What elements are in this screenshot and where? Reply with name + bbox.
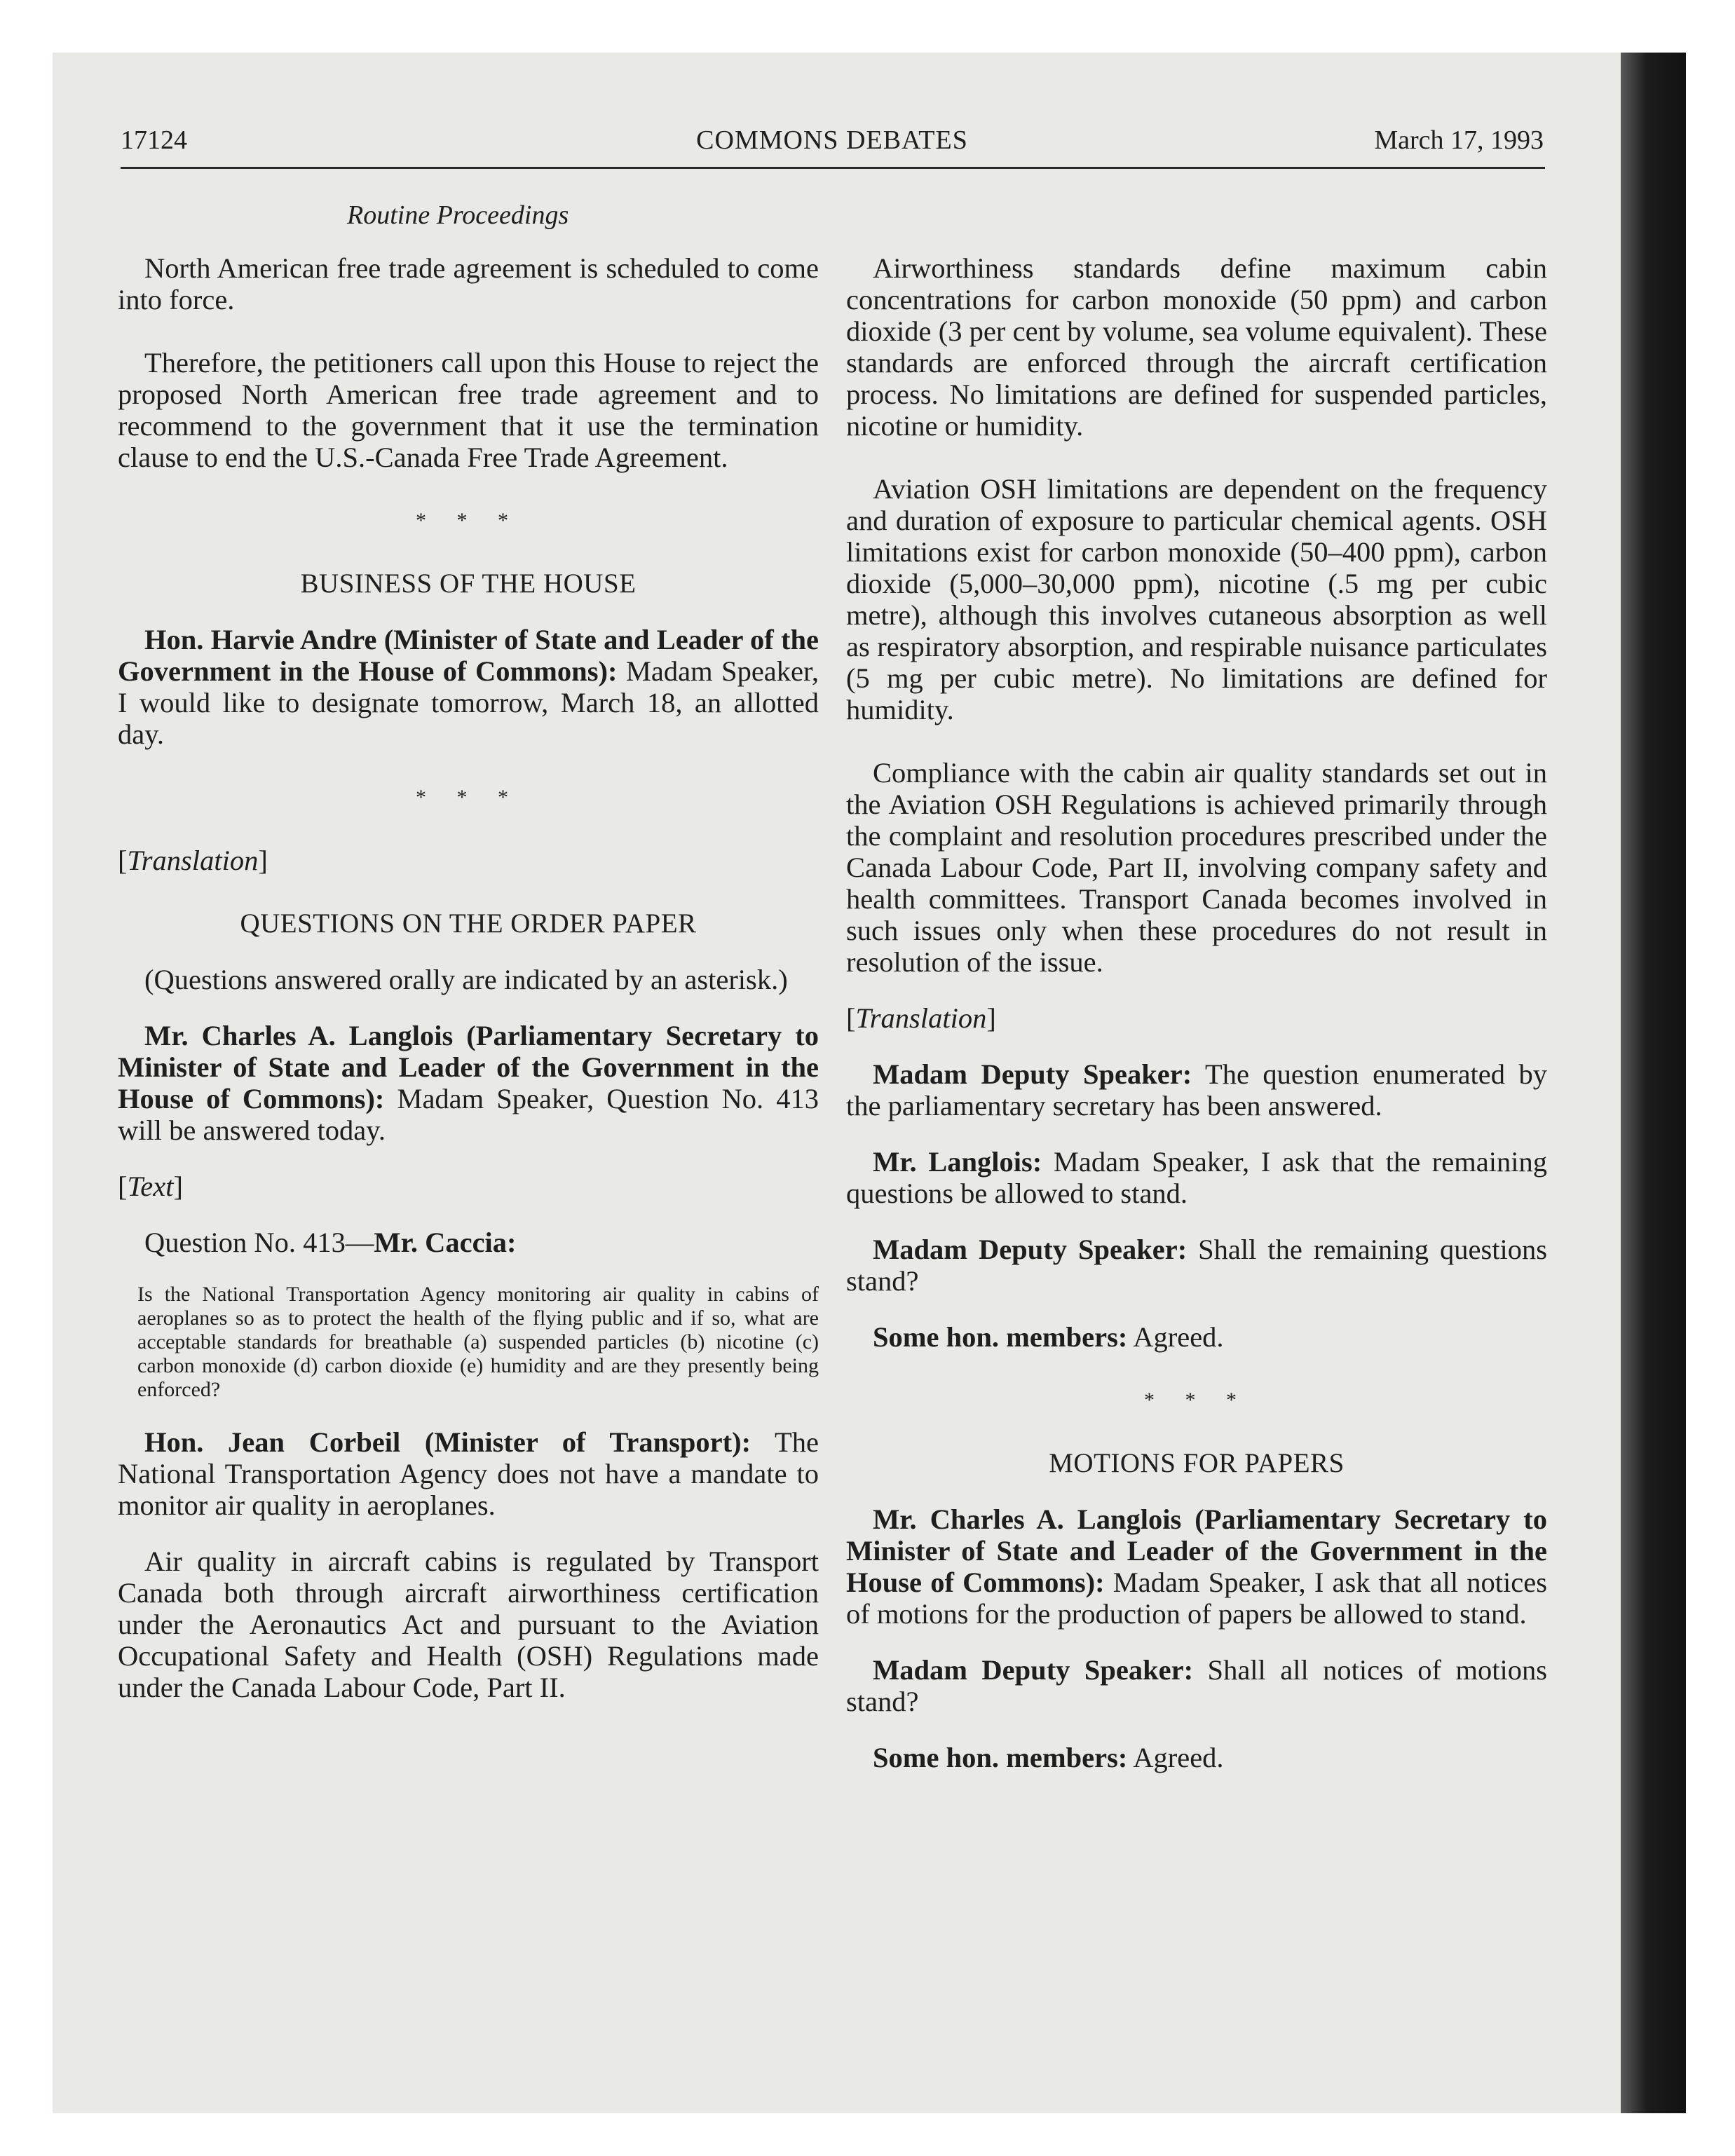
members-response [846,1321,1547,1353]
translation-label: Translation [127,845,259,876]
statement-text: Shall all notices of motions stand? [846,1654,1547,1717]
speaker-name: Mr. Charles A. Langlois (Parliamentary Secretary to Minister of State and Leader of the Government in the House of Commons): [118,1020,819,1114]
speaker-name: Madam Deputy Speaker: [873,1234,1188,1265]
deputy-speaker-question [846,1234,1547,1297]
running-head: Routine Proceedings [347,200,569,230]
air-quality-paragraph: Air quality in aircraft cabins is regulated by Transport Canada both through aircraft airworthiness certification under the Aeronautics Act and pursuant to the Aviation Occupational Safety and Health (OSH) Regulations made under the Canada Labour Code, Part II. [118,1546,819,1703]
osh-limitations-paragraph: Aviation OSH limitations are dependent on the frequency and duration of exposure to particular chemical agents. OSH limitations exist for carbon monoxide (50–400 ppm), carbon dioxide (5,000–30,000 ppm), nicotine (.5 mg per cubic metre), although this involves cutaneous absorption as well as respiratory absorption, and respirable nuisance particulates (5 mg per cubic metre). No limitations are defined for humidity. [846,473,1547,725]
statement-text: Agreed. [1127,1742,1224,1773]
left-column [118,252,819,1703]
langlois-statement [846,1146,1547,1209]
compliance-paragraph: Compliance with the cabin air quality standards set out in the Aviation OSH Regulations is achieved primarily through the complaint and resolution procedures prescribed under the Canada Labour Code, Part II, involving company safety and health committees. Transport Canada becomes involved in such issues only when these procedures do not result in resolution of the issue. [846,757,1547,978]
deputy-speaker-motions-question [846,1654,1547,1717]
petition-paragraph-end: North American free trade agreement is scheduled to come into force. [118,252,819,315]
section-separator: * * * [1144,1389,1249,1412]
page-header [121,125,1544,167]
question-title [118,1227,819,1258]
langlois-motions-statement [846,1503,1547,1630]
statement-text: Madam Speaker, I ask that all notices of motions for the production of papers be allowed to stand. [846,1567,1547,1630]
text-label: Text [127,1171,174,1202]
corbeil-statement [118,1426,819,1521]
translation-marker: [Translation] [846,1002,996,1034]
section-separator: * * * [416,786,521,809]
speaker-name: Some hon. members: [873,1742,1128,1773]
question-body: Is the National Transportation Agency monitoring air quality in cabins of aeroplanes so as to protect the health of the flying public and if so, what are acceptable standards for breathable (a) suspended particles (b) nicotine (c) carbon monoxide (d) carbon dioxide (e) humidity and are they presently being enforced? [137,1283,819,1401]
scan-edge-shadow [1621,53,1686,2113]
section-separator: * * * [416,509,521,532]
statement-text: The National Transportation Agency does not have a mandate to monitor air quality in aeroplanes. [118,1426,819,1521]
airworthiness-paragraph: Airworthiness standards define maximum cabin concentrations for carbon monoxide (50 ppm) and carbon dioxide (3 per cent by volume, sea volume equivalent). These standards are enforced through the aircraft certification process. No limitations are defined for suspended particles, nicotine or humidity. [846,252,1547,442]
right-column [846,252,1547,1773]
statement-text: Madam Speaker, I would like to designate tomorrow, March 18, an allotted day. [118,655,819,750]
andre-statement [118,624,819,750]
members-final-response [846,1742,1547,1773]
translation-marker: [Translation] [118,845,268,876]
statement-text: Madam Speaker, Question No. 413 will be answered today. [118,1083,819,1146]
asterisk-note: (Questions answered orally are indicated by an asterisk.) [144,964,788,995]
speaker-name: Hon. Harvie Andre (Minister of State and Leader of the Government in the House of Commons): [118,624,819,687]
speaker-name: Hon. Jean Corbeil (Minister of Transport): [144,1426,751,1458]
petition-paragraph: Therefore, the petitioners call upon this House to reject the proposed North American free trade agreement and to recommend to the government that it use the termination clause to end the U.S.-Canada Free Trade Agreement. [118,347,819,473]
section-heading-questions: QUESTIONS ON THE ORDER PAPER [240,908,697,939]
speaker-name: Mr. Charles A. Langlois (Parliamentary Secretary to Minister of State and Leader of the Government in the House of Commons): [846,1503,1547,1598]
statement-text: Agreed. [1127,1321,1224,1353]
journal-title: COMMONS DEBATES [696,125,968,155]
statement-text: The question enumerated by the parliamentary secretary has been answered. [846,1058,1547,1121]
statement-text: Madam Speaker, I ask that the remaining questions be allowed to stand. [846,1146,1547,1209]
statement-text: Shall the remaining questions stand? [846,1234,1548,1297]
speaker-name: Some hon. members: [873,1321,1128,1353]
page-number: 17124 [121,125,187,155]
question-number: Question No. 413— [144,1227,374,1258]
translation-label: Translation [855,1002,987,1034]
question-member: Mr. Caccia: [374,1227,517,1258]
deputy-speaker-statement [846,1058,1547,1121]
section-heading-motions: MOTIONS FOR PAPERS [1049,1448,1345,1478]
header-date: March 17, 1993 [1374,125,1544,155]
speaker-name: Madam Deputy Speaker: [873,1654,1194,1686]
speaker-name: Madam Deputy Speaker: [873,1058,1192,1090]
section-heading-business: BUSINESS OF THE HOUSE [300,568,637,599]
langlois-statement [118,1020,819,1146]
speaker-name: Mr. Langlois: [873,1146,1042,1178]
text-marker: [Text] [118,1171,184,1202]
header-rule [121,167,1545,169]
